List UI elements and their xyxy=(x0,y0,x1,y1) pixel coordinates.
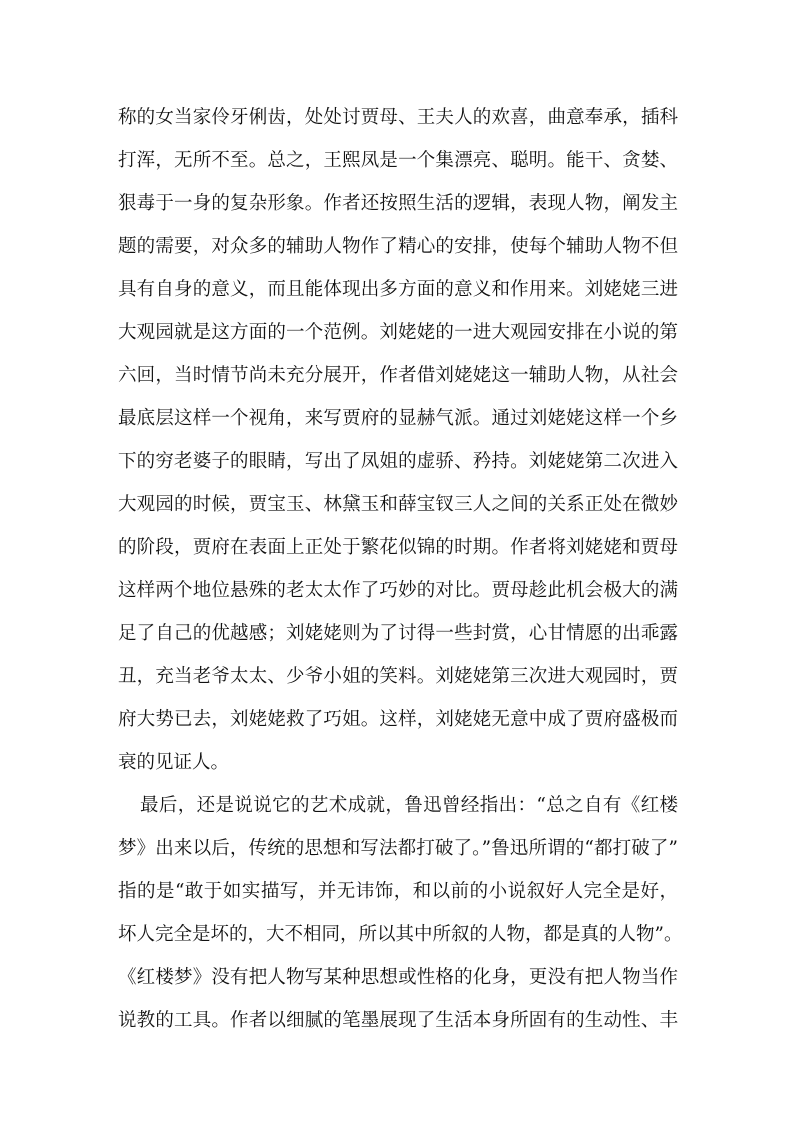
text-line: 坏人完全是坏的，大不相同，所以其中所叙的人物，都是真的人物”。 xyxy=(118,924,683,945)
text-line: 六回，当时情节尚未充分展开，作者借刘姥姥这一辅助人物，从社会 xyxy=(118,365,678,386)
text-line: 最底层这样一个视角，来写贾府的显赫气派。通过刘姥姥这样一个乡 xyxy=(118,408,678,429)
paragraph-first-line: 最后，还是说说它的艺术成就，鲁迅曾经指出：“总之自有《红楼 xyxy=(140,795,678,816)
text-line: 大观园就是这方面的一个范例。刘姥姥的一进大观园安排在小说的第 xyxy=(118,322,678,343)
text-line: 题的需要，对众多的辅助人物作了精心的安排，使每个辅助人物不但 xyxy=(118,236,678,257)
text-line: 指的是“敢于如实描写，并无讳饰，和以前的小说叙好人完全是好， xyxy=(118,881,678,902)
text-line: 下的穷老婆子的眼睛，写出了凤姐的虚骄、矜持。刘姥姥第二次进入 xyxy=(118,451,678,472)
text-line: 狠毒于一身的复杂形象。作者还按照生活的逻辑，表现人物，阐发主 xyxy=(118,193,678,214)
text-line: 打浑，无所不至。总之，王熙凤是一个集漂亮、聪明。能干、贪婪、 xyxy=(118,150,678,171)
text-line: 足了自己的优越感；刘姥姥则为了讨得一些封赏，心甘情愿的出乖露 xyxy=(118,623,678,644)
text-line: 丑，充当老爷太太、少爷小姐的笑料。刘姥姥第三次进大观园时，贾 xyxy=(118,666,678,687)
text-line: 衰的见证人。 xyxy=(118,752,230,773)
text-line: 说教的工具。作者以细腻的笔墨展现了生活本身所固有的生动性、丰 xyxy=(118,1010,678,1031)
text-line: 称的女当家伶牙俐齿，处处讨贾母、王夫人的欢喜，曲意奉承，插科 xyxy=(118,107,678,128)
text-line: 《红楼梦》没有把人物写某种思想或性格的化身，更没有把人物当作 xyxy=(118,967,678,988)
text-line: 具有自身的意义，而且能体现出多方面的意义和作用来。刘姥姥三进 xyxy=(118,279,678,300)
text-line: 府大势已去，刘姥姥救了巧姐。这样，刘姥姥无意中成了贾府盛极而 xyxy=(118,709,678,730)
text-line: 梦》出来以后，传统的思想和写法都打破了。”鲁迅所谓的“都打破了” xyxy=(118,838,678,859)
text-line: 大观园的时候，贾宝玉、林黛玉和薛宝钗三人之间的关系正处在微妙 xyxy=(118,494,678,515)
text-line: 的阶段，贾府在表面上正处于繁花似锦的时期。作者将刘姥姥和贾母 xyxy=(118,537,678,558)
text-line: 这样两个地位悬殊的老太太作了巧妙的对比。贾母趁此机会极大的满 xyxy=(118,580,678,601)
